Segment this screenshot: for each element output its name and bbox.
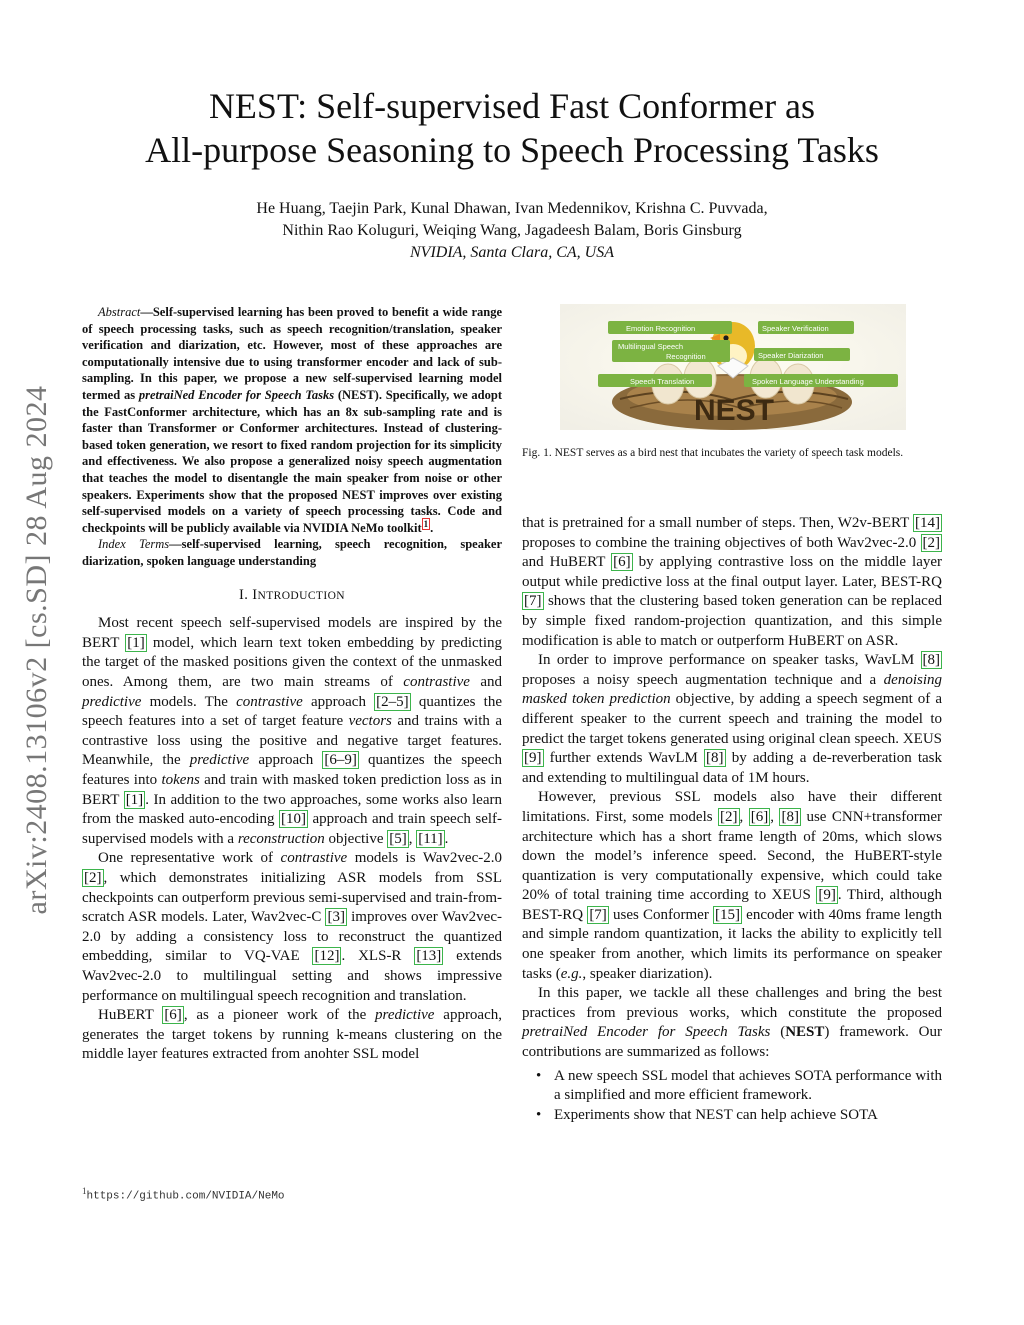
svg-text:Spoken Language Understanding: Spoken Language Understanding: [752, 377, 864, 386]
tag-multilingual: [612, 340, 730, 362]
tag-speech-translation: [598, 374, 712, 387]
abstract: Abstract—Self-supervised learning has been proved to benefit a wide range of speech processing tasks, such as speech recognition/translation, speaker verification and diarization, etc. However, most of these approaches are computationally intensive due to using transformer encoder and lack of sub-sampling. In this paper, we propose a new self-supervised learning model termed as pretraiNed Encoder for Speech Tasks (NEST). Specifically, we adopt the FastConformer architecture, which has an 8x sub-sampling rate and is faster than Transformer or Conformer architectures. Instead of clustering-based token generation, we resort to fixed random projection for its simplicity and effectiveness. We also propose a generalized noisy speech augmentation that teaches the model to disentangle the main speaker from noise or other speakers. Experiments show that the proposed NEST improves over existing self-supervised models on a variety of speech processing tasks. Code and checkpoints will be publicly available via NVIDIA NeMo toolkit $^1$ .: [82, 305, 502, 535]
figure-caption: Fig. 1. NEST serves as a bird nest that incubates the variety of speech task models.: [522, 447, 904, 459]
citation[interactable]: [2]: [922, 534, 940, 551]
citation[interactable]: [1]: [125, 791, 144, 808]
citation[interactable]: [5]: [389, 830, 407, 847]
title-line-2: All-purpose Seasoning to Speech Processing Tasks: [145, 130, 879, 170]
citation[interactable]: [8]: [922, 652, 940, 669]
citation[interactable]: [6–9]: [324, 752, 357, 769]
citation[interactable]: [2]: [720, 808, 738, 825]
paragraph-1: Most recent speech self-supervised models are inspired by the BERT [1] model, which learn text token embedding by predicting the target of the masked positions given the context of the unmasked ones. Among them, are two main streams of contrastive and predictive models. The contrastive approach [2–5] quantizes the speech features into a set of target feature vectors and trains with a contrastive loss using the positive and negative target features. Meanwhile, the predictive approach [6–9] quantizes the speech features into tokens and train with masked token prediction loss as in BERT [1] . In addition to the two approaches, some works also learn from the masked auto-encoding [10] approach and train speech self-supervised models with a reconstruction objective [5] , [11] .: [82, 615, 503, 847]
list-item: • Experiments show that NEST can help achieve SOTA: [554, 1106, 942, 1126]
citation[interactable]: [8]: [706, 750, 724, 767]
citation[interactable]: [1]: [127, 634, 145, 651]
tag-slu: [744, 374, 898, 387]
right-column: [522, 514, 942, 1125]
citation[interactable]: [13]: [416, 948, 442, 965]
abstract-label: Abstract: [98, 305, 141, 319]
arxiv-identifier: arXiv:2408.13106v2 [cs.SD] 28 Aug 2024: [20, 385, 53, 915]
citation[interactable]: [9]: [818, 887, 836, 904]
citation[interactable]: [7]: [589, 906, 607, 923]
tag-speaker-verification: [758, 321, 854, 334]
paragraph-6: However, previous SSL models also have their different limitations. First, some models [2] , [6] , [8] use CNN+transformer architecture which has a short frame length of 20ms, which slows down the model’s inference speed. Second, the HuBERT-style quantization is very computationally expensive, which could take 20% of total training time according to XEUS [9] . Third, although BEST-RQ [7] uses Conformer [15] encoder with 40ms frame length and simple random quantization, it lacks the ability to explicitly tell one speaker from another, which limits its performance on speaker tasks (e.g., speaker diarization).: [522, 789, 943, 982]
citation[interactable]: [14]: [915, 515, 940, 531]
figure-1: [560, 304, 906, 430]
citation[interactable]: [2–5]: [376, 693, 409, 710]
citation[interactable]: [10]: [281, 811, 307, 828]
citation[interactable]: [11]: [418, 830, 443, 847]
citation[interactable]: [3]: [327, 909, 345, 926]
citation[interactable]: [9]: [524, 750, 542, 767]
author-block: [60, 198, 964, 264]
paper-title: [60, 84, 964, 172]
paragraph-5: In order to improve performance on speaker tasks, WavLM [8] proposes a noisy speech augmentation technique and a denoising masked token prediction objective, by adding a speech segment of a different speaker to the current speech and training the model to predict the target tokens generated using original clean speech. XEUS [9] further extends WavLM [8] by adding a de-reverberation task and extending to multilingual data of 1M hours.: [522, 652, 942, 786]
section-heading-introduction: I. INTRODUCTION: [239, 586, 345, 603]
index-terms-label: Index Terms: [98, 537, 170, 552]
footnote: $^1$https://github.com/NVIDIA/NeMo: [82, 1186, 285, 1203]
paragraph-4: that is pretrained for a small number of steps. Then, W2v-BERT [14] proposes to combine the training objectives of both Wav2vec-2.0 [2] and HuBERT [6] by applying contrastive loss on the middle layer output while predictive loss at the final output layer. Later, BEST-RQ [7] shows that the clustering based token generation can be replaced by simple fixed random-projection quantization, and this simple modification is able to match or outperform HuBERT on ASR.: [522, 515, 943, 649]
tag-speaker-diarization: [754, 348, 850, 361]
citation[interactable]: [7]: [524, 593, 542, 610]
citation[interactable]: [6]: [164, 1007, 182, 1024]
paragraph-7: In this paper, we tackle all these challenges and bring the best practices from previous works, which constitute the proposed pretraiNed Encoder for Speech Tasks (NEST) framework. Our contributions are summarized as follows:: [522, 985, 943, 1061]
footnote-ref[interactable]: 1: [423, 518, 429, 529]
svg-text:Recognition: Recognition: [666, 352, 706, 361]
authors-line-1: He Huang, Taejin Park, Kunal Dhawan, Ivan Medennikov, Krishna C. Puvvada,: [256, 200, 768, 217]
citation[interactable]: [12]: [314, 948, 340, 965]
citation[interactable]: [2]: [84, 869, 102, 886]
citation[interactable]: [6]: [613, 554, 631, 571]
index-terms: Index Terms—self-supervised learning, speech recognition, speaker diarization, spoken language understanding: [82, 537, 502, 569]
svg-text:Speech Translation: Speech Translation: [630, 377, 695, 386]
list-item: • A new speech SSL model that achieves SOTA performance with a simplified and more efficient framework.: [554, 1067, 942, 1106]
citation[interactable]: [8]: [781, 808, 799, 825]
title-line-1: NEST: Self-supervised Fast Conformer as: [208, 86, 816, 126]
paragraph-3: HuBERT [6] , as a pioneer work of the predictive approach, generates the target tokens by running k-means clustering on the middle layer features extracted from anohter SSL model: [82, 1007, 503, 1063]
citation[interactable]: [15]: [715, 906, 740, 923]
affiliation: NVIDIA, Santa Clara, CA, USA: [410, 244, 614, 261]
citation[interactable]: [6]: [750, 808, 769, 825]
svg-text:Emotion Recognition: Emotion Recognition: [626, 324, 696, 333]
abstract-term: pretraiNed Encoder for Speech Tasks: [138, 387, 335, 402]
left-column: [82, 304, 502, 1065]
svg-text:Speaker Diarization: Speaker Diarization: [758, 351, 824, 360]
nest-label: NEST: [693, 394, 775, 427]
paragraph-2: One representative work of contrastive models is Wav2vec-2.0 [2] , which demonstrates initializing ASR models from SSL checkpoints can outperform previous semi-supervised and train-from-scratch ASR models. Later, Wav2vec-C [3] improves over Wav2vec-2.0 by adding a consistency loss to reconstruct the quantized embedding, similar to VQ-VAE [12] . XLS-R [13] extends Wav2vec-2.0 to multilingual setting and shows impressive performance on multilingual speech recognition and translation.: [82, 850, 502, 1004]
authors-line-2: Nithin Rao Koluguri, Weiqing Wang, Jagadeesh Balam, Boris Ginsburg: [282, 222, 742, 239]
svg-text:Speaker Verification: Speaker Verification: [762, 324, 829, 333]
nest-illustration: [560, 304, 906, 430]
tag-emotion: [608, 321, 732, 334]
svg-text:Multilingual Speech: Multilingual Speech: [618, 342, 684, 351]
arxiv-sidebar: [12, 350, 62, 950]
contributions-list: [522, 1067, 942, 1126]
footnote-link[interactable]: https://github.com/NVIDIA/NeMo: [86, 1190, 285, 1203]
